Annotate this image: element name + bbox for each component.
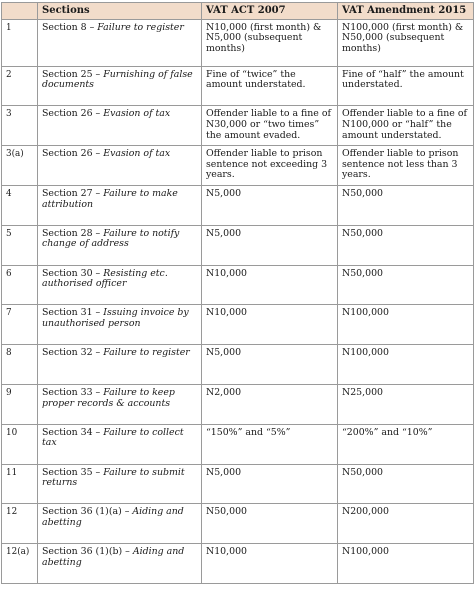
offence-title: Aiding and abetting bbox=[42, 546, 185, 568]
table-row bbox=[2, 305, 474, 345]
section-ref: Section 26 – bbox=[42, 148, 104, 160]
vat-2015-penalty: Fine of “half” the amount understated. bbox=[338, 66, 474, 106]
vat-2015-penalty: “200%” and “10%” bbox=[338, 424, 474, 464]
section-cell bbox=[38, 504, 202, 544]
section-ref: Section 27 – bbox=[42, 187, 104, 199]
section-cell bbox=[38, 265, 202, 305]
row-number: 8 bbox=[2, 345, 38, 385]
section-ref: Section 28 – bbox=[42, 227, 104, 239]
vat-2007-penalty: “150%” and “5%” bbox=[202, 424, 338, 464]
section-ref: Section 30 – bbox=[42, 267, 104, 279]
section-cell bbox=[38, 464, 202, 504]
row-number: 5 bbox=[2, 225, 38, 265]
section-cell bbox=[38, 19, 202, 66]
section-ref: Section 35 – bbox=[42, 466, 104, 478]
vat-2015-penalty: N50,000 bbox=[338, 464, 474, 504]
header-vat-act-2007: VAT ACT 2007 bbox=[202, 3, 338, 20]
vat-2015-penalty: N50,000 bbox=[338, 225, 474, 265]
section-ref: Section 26 – bbox=[42, 108, 104, 120]
offence-title: Failure to notify change of address bbox=[42, 227, 180, 250]
row-number: 6 bbox=[2, 265, 38, 305]
row-number: 1 bbox=[2, 19, 38, 66]
table-row bbox=[2, 464, 474, 504]
vat-2007-penalty: N10,000 (first month) & N5,000 (subsequent months) bbox=[202, 19, 338, 66]
header-sections: Sections bbox=[38, 3, 202, 20]
section-cell bbox=[38, 305, 202, 345]
vat-2007-penalty: N5,000 bbox=[202, 185, 338, 225]
row-number: 10 bbox=[2, 424, 38, 464]
vat-penalties-table bbox=[1, 2, 474, 584]
vat-2007-penalty: N2,000 bbox=[202, 384, 338, 424]
vat-2015-penalty: N100,000 bbox=[338, 544, 474, 584]
table-row bbox=[2, 185, 474, 225]
header-vat-amendment-2015: VAT Amendment 2015 bbox=[338, 3, 474, 20]
vat-2015-penalty: Offender liable to a fine of N100,000 or “half” the amount understated. bbox=[338, 106, 474, 146]
table-row bbox=[2, 345, 474, 385]
table-row bbox=[2, 504, 474, 544]
section-ref: Section 34 – bbox=[42, 426, 104, 438]
section-cell bbox=[38, 66, 202, 106]
vat-2007-penalty: N50,000 bbox=[202, 504, 338, 544]
offence-title: Failure to register bbox=[103, 347, 190, 359]
table-row bbox=[2, 225, 474, 265]
row-number: 4 bbox=[2, 185, 38, 225]
table-row bbox=[2, 19, 474, 66]
table-row bbox=[2, 265, 474, 305]
offence-title: Issuing invoice by unauthorised person bbox=[42, 307, 189, 329]
section-ref: Section 31 – bbox=[42, 307, 104, 319]
header-number bbox=[2, 3, 38, 20]
section-ref: Section 33 – bbox=[42, 386, 104, 398]
section-cell bbox=[38, 106, 202, 146]
section-cell bbox=[38, 225, 202, 265]
offence-title: Failure to make attribution bbox=[42, 187, 178, 210]
row-number: 3(a) bbox=[2, 146, 38, 186]
vat-2015-penalty: N100,000 bbox=[338, 345, 474, 385]
offence-title: Aiding and abetting bbox=[42, 506, 184, 528]
header-row bbox=[2, 3, 474, 20]
offence-title: Failure to register bbox=[97, 21, 184, 33]
vat-2007-penalty: N5,000 bbox=[202, 464, 338, 504]
vat-2007-penalty: N10,000 bbox=[202, 265, 338, 305]
row-number: 2 bbox=[2, 66, 38, 106]
section-ref: Section 32 – bbox=[42, 347, 104, 359]
row-number: 12 bbox=[2, 504, 38, 544]
section-ref: Section 25 – bbox=[42, 68, 104, 80]
offence-title: Evasion of tax bbox=[103, 148, 171, 160]
section-cell bbox=[38, 424, 202, 464]
table-row bbox=[2, 66, 474, 106]
offence-title: Failure to collect tax bbox=[42, 426, 184, 449]
row-number: 9 bbox=[2, 384, 38, 424]
table-row bbox=[2, 424, 474, 464]
vat-2007-penalty: N5,000 bbox=[202, 225, 338, 265]
row-number: 12(a) bbox=[2, 544, 38, 584]
offence-title: Evasion of tax bbox=[103, 108, 171, 120]
section-ref: Section 36 (1)(b) – bbox=[42, 546, 133, 558]
table-row bbox=[2, 544, 474, 584]
vat-2015-penalty: N50,000 bbox=[338, 185, 474, 225]
vat-2007-penalty: Offender liable to prison sentence not exceeding 3 years. bbox=[202, 146, 338, 186]
vat-2015-penalty: Offender liable to prison sentence not less than 3 years. bbox=[338, 146, 474, 186]
section-cell bbox=[38, 384, 202, 424]
vat-2007-penalty: Fine of “twice” the amount understated. bbox=[202, 66, 338, 106]
vat-2015-penalty: N100,000 bbox=[338, 305, 474, 345]
table-row bbox=[2, 106, 474, 146]
vat-2015-penalty: N200,000 bbox=[338, 504, 474, 544]
table-row bbox=[2, 384, 474, 424]
vat-2015-penalty: N100,000 (first month) & N50,000 (subsequent months) bbox=[338, 19, 474, 66]
offence-title: Failure to keep proper records & accounts bbox=[42, 386, 175, 409]
table-row bbox=[2, 146, 474, 186]
row-number: 7 bbox=[2, 305, 38, 345]
offence-title: Furnishing of false documents bbox=[42, 68, 193, 91]
row-number: 3 bbox=[2, 106, 38, 146]
section-cell bbox=[38, 146, 202, 186]
offence-title: Failure to submit returns bbox=[42, 466, 185, 489]
vat-2007-penalty: Offender liable to a fine of N30,000 or “two times” the amount evaded. bbox=[202, 106, 338, 146]
row-number: 11 bbox=[2, 464, 38, 504]
section-cell bbox=[38, 185, 202, 225]
offence-title: Resisting etc. authorised officer bbox=[42, 267, 168, 290]
section-ref: Section 36 (1)(a) – bbox=[42, 506, 133, 518]
vat-2015-penalty: N25,000 bbox=[338, 384, 474, 424]
section-cell bbox=[38, 345, 202, 385]
vat-2007-penalty: N10,000 bbox=[202, 544, 338, 584]
vat-2007-penalty: N5,000 bbox=[202, 345, 338, 385]
section-cell bbox=[38, 544, 202, 584]
vat-2015-penalty: N50,000 bbox=[338, 265, 474, 305]
vat-2007-penalty: N10,000 bbox=[202, 305, 338, 345]
section-ref: Section 8 – bbox=[42, 21, 98, 33]
